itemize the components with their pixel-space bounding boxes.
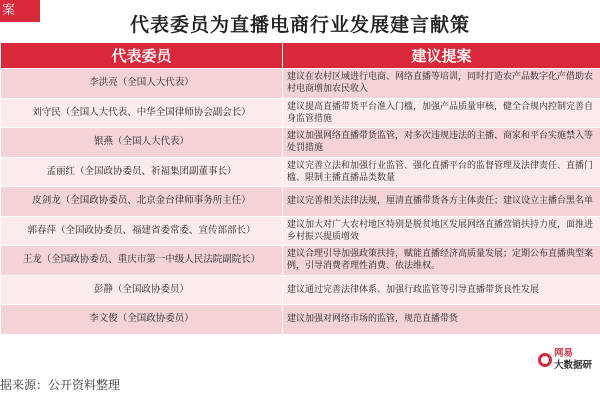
- representative-name: 李洪亮（全国人大代表）: [1, 69, 283, 99]
- section-tag: 案: [0, 0, 40, 22]
- page-title: 代表委员为直播电商行业发展建言献策: [129, 14, 470, 36]
- representative-name: 彭静（全国政协委员）: [1, 275, 283, 305]
- proposal-text: 建议在农村区域进行电商、网络直播等培训，同时打造农产品数字化产借助农村电商增加农民收入: [283, 69, 600, 99]
- proposal-text: 建议加强对网络市场的监管，规范直播带货: [283, 305, 600, 335]
- table-header-row: [1, 43, 600, 69]
- table-row: [1, 246, 600, 276]
- representative-name: 银燕（全国人大代表）: [1, 128, 283, 158]
- table-row: [1, 69, 600, 99]
- logo-line2: 大数据研: [554, 360, 593, 371]
- table-row: [1, 157, 600, 187]
- table-row: [1, 275, 600, 305]
- proposal-text: 建议合理引导加强政策扶持，赋能直播经济高质量发展；定期公布直播典型案例，引导消费者理性消费、依法维权。: [283, 246, 600, 276]
- proposals-table: [0, 42, 600, 335]
- brand-logo: [538, 344, 600, 376]
- representative-name: 王龙（全国政协委员、重庆市第一中级人民法院副院长）: [1, 246, 283, 276]
- proposal-text: 建议加强网络直播带货监管，对多次违规违法的主播、商家和平台实施禁入等处罚措施: [283, 128, 600, 158]
- representative-name: 孟丽红（全国政协委员、祈福集团副董事长）: [1, 157, 283, 187]
- header-proposal: 建议提案: [283, 43, 600, 69]
- table-row: [1, 98, 600, 128]
- proposal-text: 建议提高直播带货平台准入门槛，加强产品质量审核，健全合规内控制完善自身监管措施: [283, 98, 600, 128]
- source-note: 据来源：公开资料整理: [0, 378, 121, 392]
- logo-ring-icon: [538, 353, 552, 367]
- representative-name: 刘守民（全国人大代表、中华全国律师协会副会长）: [1, 98, 283, 128]
- table-row: [1, 187, 600, 217]
- representative-name: 郭春萍（全国政协委员、福建省委常委、宣传部部长）: [1, 216, 283, 246]
- table-row: [1, 128, 600, 158]
- proposal-text: 建议完善相关法律法规，厘清直播带货各方主体责任；建议设立主播台黑名单: [283, 187, 600, 217]
- logo-text: [554, 348, 592, 372]
- representative-name: 皮剑龙（全国政协委员、北京金台律师事务所主任）: [1, 187, 283, 217]
- proposal-text: 建议完善立法和加强行业监管、强化直播平台的监督管理及法律责任、直播门槛、限制主播直播品类数量: [283, 157, 600, 187]
- logo-line1: 网易: [554, 348, 574, 359]
- header-representative: 代表委员: [1, 43, 283, 69]
- proposal-text: 建议加大对广大农村地区特别是脱贫地区发展网络直播营销扶持力度，面推进乡村振兴提质增效: [283, 216, 600, 246]
- table-row: [1, 216, 600, 246]
- table-row: [1, 305, 600, 335]
- representative-name: 李文俊（全国政协委员）: [1, 305, 283, 335]
- proposal-text: 建议通过完善法律体系、加强行政监管等引导直播带货良性发展: [283, 275, 600, 305]
